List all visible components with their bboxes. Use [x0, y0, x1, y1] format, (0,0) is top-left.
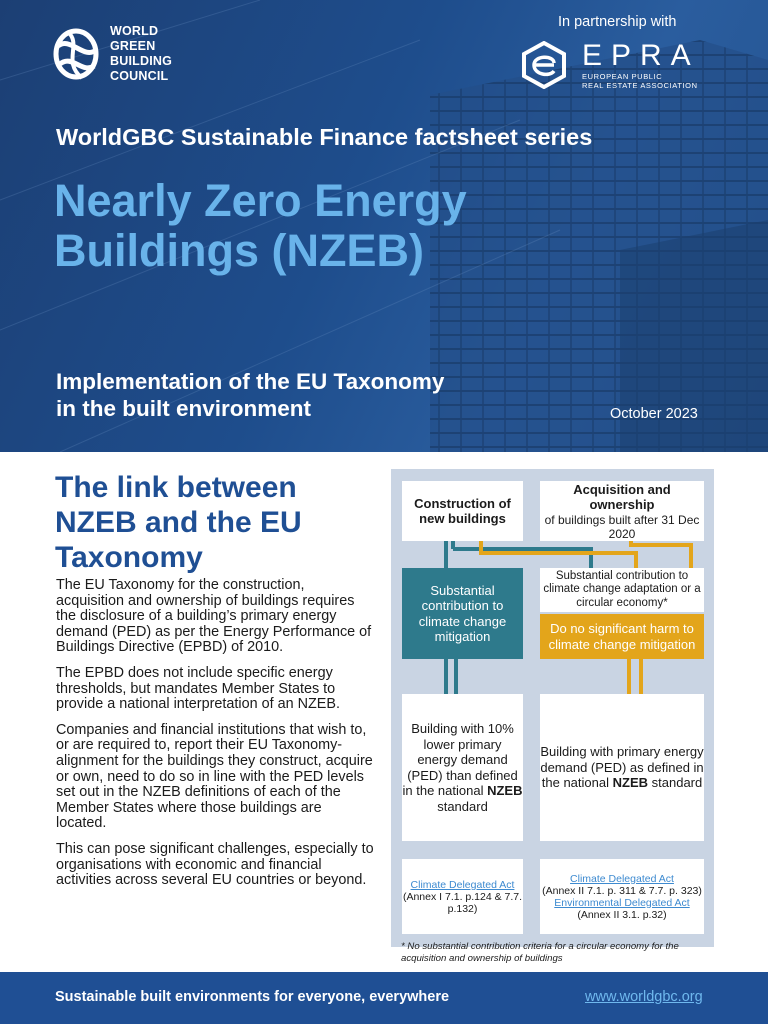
- body-text: [56, 578, 374, 899]
- logo-wordmark: [110, 24, 172, 84]
- section-heading-line: Taxonomy: [55, 541, 203, 574]
- section-heading-line: The link between: [55, 471, 297, 504]
- result-text-part: Building with primary energy demand (PED) as defined in the national: [540, 744, 704, 791]
- construction-heading-box: [402, 481, 523, 541]
- result-new-buildings-text: [402, 721, 523, 814]
- annex-reference: (Annex II 3.1. p.32): [577, 908, 667, 921]
- epra-subtitle-line: EUROPEAN PUBLIC: [582, 72, 663, 81]
- construction-heading: Construction of new buildings: [414, 495, 511, 526]
- series-title: WorldGBC Sustainable Finance factsheet series: [56, 124, 593, 150]
- logo-line: GREEN: [110, 39, 156, 53]
- taxonomy-flow-diagram: [391, 469, 714, 947]
- nzeb-emphasis: NZEB: [487, 783, 523, 798]
- page-title-line: Buildings (NZEB): [54, 225, 424, 276]
- hero-banner: [0, 0, 768, 452]
- adaptation-criteria-box: [540, 568, 704, 612]
- environmental-delegated-act-link[interactable]: Environmental Delegated Act: [554, 896, 690, 909]
- annex-reference: (Annex II 7.1. p. 311 & 7.7. p. 323): [542, 884, 702, 897]
- section-heading-line: NZEB and the EU: [55, 506, 302, 539]
- section-heading: [55, 470, 375, 575]
- acquisition-heading: Acquisition and ownership: [573, 481, 671, 512]
- mitigation-criteria-box: [402, 568, 523, 659]
- page-title: [54, 176, 467, 276]
- epra-logo[interactable]: [520, 40, 700, 90]
- adaptation-criteria-text: Substantial contribution to climate change adaptation or a circular economy*: [543, 569, 701, 609]
- page-subtitle: [56, 368, 444, 422]
- body-paragraph: The EPBD does not include specific energy thresholds, but mandates Member States to provide a national interpretation of an NZEB.: [56, 664, 340, 713]
- result-text-part: standard: [437, 798, 488, 814]
- reference-box-left: [402, 859, 523, 934]
- acquisition-subheading: of buildings built after 31 Dec 2020: [544, 512, 700, 541]
- partnership-label: In partnership with: [558, 14, 677, 30]
- publication-date: October 2023: [610, 406, 698, 422]
- epra-name: EPRA: [582, 39, 700, 72]
- body-paragraph: Companies and financial institutions that wish to, or are required to, report their EU Taxonomy-alignment for the buildings they construct, acquire or own, need to do so in line with the PED levels set out in the NZEB definitions of each of the Member States where those buildings are located.: [56, 721, 373, 832]
- website-link[interactable]: www.worldgbc.org: [585, 989, 703, 1005]
- reference-box-right: [540, 859, 704, 934]
- worldgbc-logo[interactable]: [52, 24, 172, 84]
- epra-subtitle-line: REAL ESTATE ASSOCIATION: [582, 81, 698, 90]
- nzeb-emphasis: NZEB: [612, 775, 649, 791]
- climate-delegated-act-link[interactable]: Climate Delegated Act: [410, 878, 515, 891]
- logo-line: WORLD: [110, 24, 159, 38]
- result-acquisition-text: [540, 744, 704, 791]
- logo-line: COUNCIL: [110, 69, 169, 83]
- result-text-part: Building with 10% lower primary energy demand (PED) than defined in the national: [402, 721, 518, 798]
- logo-line: BUILDING: [110, 54, 173, 68]
- body-paragraph: The EU Taxonomy for the construction, acquisition and ownership of buildings requires the disclosure of a building’s primary energy demand (PED) as per the Energy Performance of Buildings Directive (EPBD) of 2010.: [56, 577, 372, 656]
- footer-tagline: Sustainable built environments for everyone, everywhere: [55, 989, 450, 1005]
- page-title-line: Nearly Zero Energy: [54, 175, 467, 226]
- epra-hexagon-icon: [520, 41, 568, 89]
- footer-bar: [0, 972, 768, 1024]
- page-subtitle-line: Implementation of the EU Taxonomy: [56, 369, 445, 394]
- mitigation-criteria-text: Substantial contribution to climate change mitigation: [418, 582, 507, 644]
- diagram-footnote: * No substantial contribution criteria for a circular economy for the acquisition and ownership of buildings: [401, 941, 679, 964]
- result-text-part: standard: [651, 775, 703, 791]
- page-subtitle-line: in the built environment: [56, 396, 312, 421]
- dnsh-text: Do no significant harm to climate change mitigation: [548, 621, 696, 652]
- climate-delegated-act-link[interactable]: Climate Delegated Act: [570, 872, 674, 885]
- body-paragraph: This can pose significant challenges, especially to organisations with economic and financial activities across several EU countries or beyond.: [56, 840, 374, 889]
- dnsh-box: [540, 614, 704, 659]
- result-new-buildings-box: [402, 694, 523, 841]
- acquisition-heading-box: [540, 481, 704, 541]
- result-acquisition-box: [540, 694, 704, 841]
- annex-reference: (Annex I 7.1. p.124 & 7.7. p.132): [402, 890, 523, 915]
- globe-icon: [52, 26, 100, 82]
